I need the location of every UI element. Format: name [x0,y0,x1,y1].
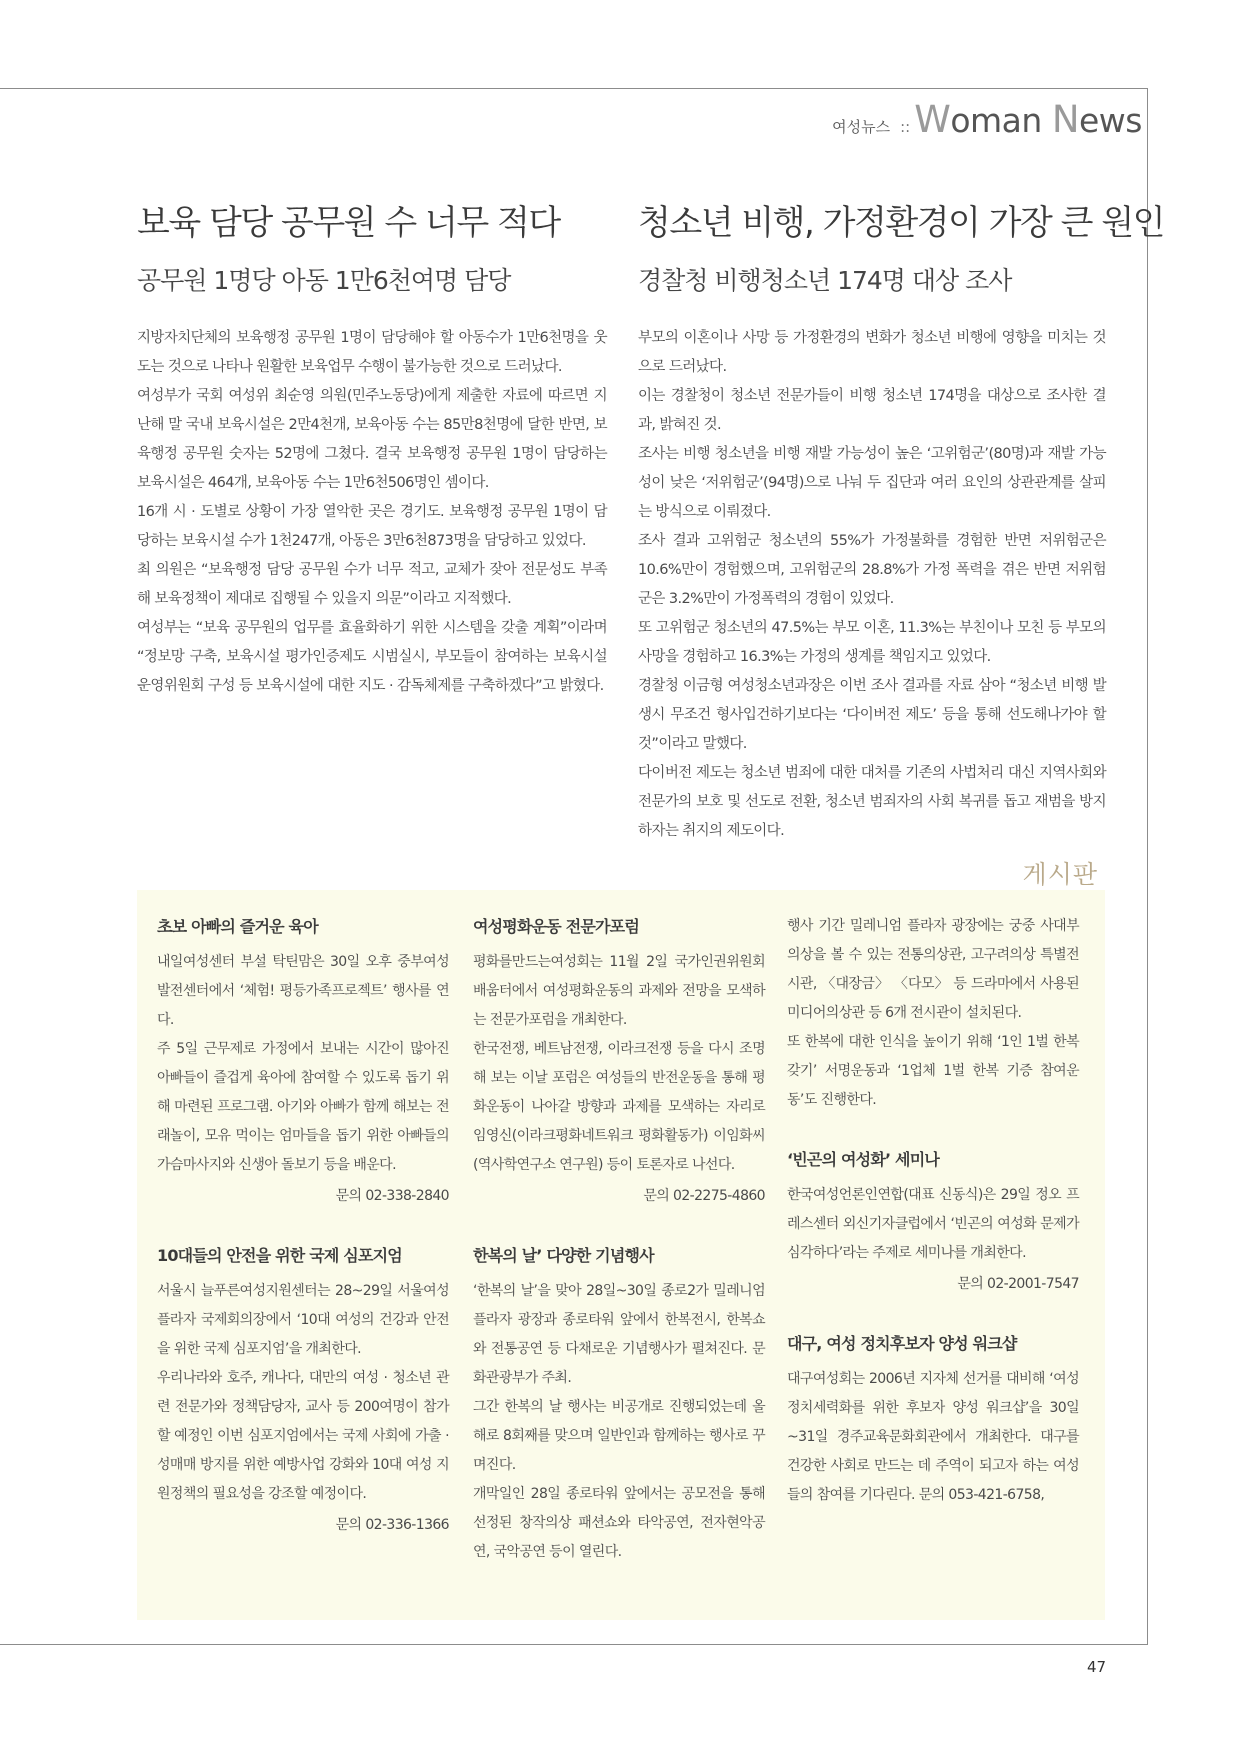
board-item [157,1241,449,1540]
board-item-paragraph: 또 한복에 대한 인식을 높이기 위해 ‘1인 1벌 한복 갖기’ 서명운동과 ‘1업체 1벌 한복 기증 참여운동’도 진행한다. [787,1034,1079,1108]
board-item-title: 여성평화운동 전문가포럼 [473,917,639,936]
board-item-paragraph: 한국전쟁, 베트남전쟁, 이라크전쟁 등을 다시 조명해 보는 이날 포럼은 여성들의 반전운동을 통해 평화운동이 나아갈 방향과 과제를 모색하는 자리로 임영신(이라크평화네트워크 평화활동가) 이임화씨(역사학연구소 연구원) 등이 토론자로 나선다. [473,1041,765,1173]
board-item [473,1241,765,1567]
board-item-contact: 문의 02-2275-4860 [643,1188,765,1204]
board-item-paragraph: 그간 한복의 날 행사는 비공개로 진행되었는데 올해로 8회째를 맞으며 일반인과 함께하는 행사로 꾸며진다. [473,1399,765,1473]
board-item [473,912,765,1211]
board-item-body [473,1277,765,1567]
board-item-paragraph: 주 5일 근무제로 가정에서 보내는 시간이 많아진 아빠들이 즐겁게 육아에 참여할 수 있도록 돕기 위해 마련된 프로그램. 아기와 아빠가 함께 해보는 전래놀이, 모유 먹이는 엄마들을 돕기 위한 아빠들의 가슴마사지와 신생아 돌보기 등을 배운다. [157,1041,449,1173]
board-item-paragraph: 행사 기간 밀레니엄 플라자 광장에는 궁중 사대부 의상을 볼 수 있는 전통의상관, 고구려의상 특별전시관, 〈대장금〉 〈다모〉 등 드라마에서 사용된 미디어의상관 등 6개 전시관이 설치된다. [787,918,1079,1021]
board-item-contact: 문의 02-338-2840 [335,1188,449,1204]
article-title: 청소년 비행, 가정환경이 가장 큰 원인 [638,203,1165,243]
article-body [137,324,607,701]
board-item-continued [787,912,1079,1115]
board-item-paragraph: 우리나라와 호주, 캐나다, 대만의 여성 · 청소년 관련 전문가와 정책담당자, 교사 등 200여명이 참가할 예정인 이번 심포지엄에서는 국제 사회에 가출 · 성매매 방지를 위한 예방사업 강화와 10대 여성 지원정책의 필요성을 강조할 예정이다. [157,1370,449,1502]
article-paragraph: 지방자치단체의 보육행정 공무원 1명이 담당해야 할 아동수가 1만6천명을 웃도는 것으로 나타나 원활한 보육업무 수행이 불가능한 것으로 드러났다. [137,330,607,375]
article-childcare [137,200,607,701]
article-paragraph: 최 의원은 “보육행정 담당 공무원 수가 너무 적고, 교체가 잦아 전문성도 부족해 보육정책이 제대로 집행될 수 있을지 의문”이라고 지적했다. [137,562,607,607]
board-item-title: 한복의 날’ 다양한 기념행사 [473,1246,654,1265]
board-item-title: ‘빈곤의 여성화’ 세미나 [787,1150,940,1169]
article-paragraph: 조사는 비행 청소년을 비행 재발 가능성이 높은 ‘고위험군’(80명)과 재발 가능성이 낮은 ‘저위험군’(94명)으로 나눠 두 집단과 여러 요인의 상관관계를 살피는 방식으로 이뤄졌다. [638,446,1106,520]
board-item-body [157,948,449,1180]
board-item-paragraph: 한국여성언론인연합(대표 신동식)은 29일 정오 프레스센터 외신기자클럽에서 ‘빈곤의 여성화 문제가 심각하다’라는 주제로 세미나를 개최한다. [787,1187,1079,1261]
article-title: 보육 담당 공무원 수 너무 적다 [137,203,560,243]
board-item-body [157,1277,449,1509]
board-item-body [787,1365,1079,1510]
board-item-title: 초보 아빠의 즐거운 육아 [157,917,318,936]
board-item [157,912,449,1211]
board-item-paragraph: 평화를만드는여성회는 11월 2일 국가인권위원회 배움터에서 여성평화운동의 과제와 전망을 모색하는 전문가포럼을 개최한다. [473,954,765,1028]
board-item-paragraph: 서울시 늘푸른여성지원센터는 28~29일 서울여성플라자 국제회의장에서 ‘10대 여성의 건강과 안전을 위한 국제 심포지엄’을 개최한다. [157,1283,449,1357]
article-paragraph: 여성부는 “보육 공무원의 업무를 효율화하기 위한 시스템을 갖출 계획”이라며 “정보망 구축, 보육시설 평가인증제도 시범실시, 부모들이 참여하는 보육시설운영위원회 구성 등 보육시설에 대한 지도 · 감독체제를 구축하겠다”고 밝혔다. [137,620,607,694]
board-column-1 [157,912,449,1570]
bulletin-board-label: 게시판 [1022,860,1098,889]
article-paragraph: 경찰청 이금형 여성청소년과장은 이번 조사 결과를 자료 삼아 “청소년 비행 발생시 무조건 형사입건하기보다는 ‘다이버전 제도’ 등을 통해 선도해나가야 할 것”이라고 말했다. [638,678,1106,752]
board-item [787,1329,1079,1510]
section-separator: :: [900,118,911,136]
page-number: 47 [1087,1658,1107,1676]
board-item-contact: 문의 02-336-1366 [335,1517,449,1533]
board-item-paragraph: 대구여성회는 2006년 지자체 선거를 대비해 ‘여성정치세력화를 위한 후보자 양성 워크샵’을 30일~31일 경주교육문화회관에서 개최한다. 대구를 건강한 사회로 만드는 데 주역이 되고자 하는 여성들의 참여를 기다린다. 문의 053-421-6758, [787,1371,1079,1503]
article-paragraph: 부모의 이혼이나 사망 등 가정환경의 변화가 청소년 비행에 영향을 미치는 것으로 드러났다. [638,330,1106,375]
bulletin-board [137,890,1105,1620]
board-item-title: 10대들의 안전을 위한 국제 심포지엄 [157,1246,402,1265]
section-label-korean: 여성뉴스 [832,118,891,136]
section-header [832,98,1142,142]
article-paragraph: 여성부가 국회 여성위 최순영 의원(민주노동당)에게 제출한 자료에 따르면 지난해 말 국내 보육시설은 2만4천개, 보육아동 수는 85만8천명에 달한 반면, 보육행정 공무원 숫자는 52명에 그쳤다. 결국 보육행정 공무원 1명이 담당하는 보육시설은 464개, 보육아동 수는 1만6천506명인 셈이다. [137,388,607,491]
board-item-body [473,948,765,1180]
board-column-3 [787,912,1079,1540]
article-paragraph: 다이버전 제도는 청소년 범죄에 대한 대처를 기존의 사법처리 대신 지역사회와 전문가의 보호 및 선도로 전환, 청소년 범죄자의 사회 복귀를 돕고 재범을 방지하자는 취지의 제도이다. [638,765,1106,839]
article-body [638,324,1106,846]
article-paragraph: 16개 시 · 도별로 상황이 가장 열악한 곳은 경기도. 보육행정 공무원 1명이 담당하는 보육시설 수가 1천247개, 아동은 3만6천873명을 담당하고 있었다. [137,504,607,549]
article-paragraph: 이는 경찰청이 청소년 전문가들이 비행 청소년 174명을 대상으로 조사한 결과, 밝혀진 것. [638,388,1106,433]
board-item-title: 대구, 여성 정치후보자 양성 워크샵 [787,1334,1017,1353]
article-subtitle: 경찰청 비행청소년 174명 대상 조사 [638,266,1012,295]
board-item-paragraph: 개막일인 28일 종로타워 앞에서는 공모전을 통해 선정된 창작의상 패션쇼와 타악공연, 전자현악공연, 국악공연 등이 열린다. [473,1486,765,1560]
board-column-2 [473,912,765,1597]
article-paragraph: 조사 결과 고위험군 청소년의 55%가 가정불화를 경험한 반면 저위험군은 10.6%만이 경험했으며, 고위험군의 28.8%가 가정 폭력을 겪은 반면 저위험군은 3.2%만이 가정폭력의 경험이 있었다. [638,533,1106,607]
article-subtitle: 공무원 1명당 아동 1만6천여명 담당 [137,266,511,295]
board-item-paragraph: 내일여성센터 부설 탁틴맘은 30일 오후 중부여성발전센터에서 ‘체험! 평등가족프로젝트’ 행사를 연다. [157,954,449,1028]
board-item-paragraph: ‘한복의 날’을 맞아 28일~30일 종로2가 밀레니엄 플라자 광장과 종로타워 앞에서 한복전시, 한복쇼와 전통공연 등 다채로운 기념행사가 펼쳐진다. 문화관광부가 주최. [473,1283,765,1386]
board-item-body [787,1181,1079,1268]
section-label-english: Woman News [914,98,1142,141]
board-item [787,1145,1079,1299]
board-item-body [787,912,1079,1115]
article-youth-delinquency [638,200,1165,846]
board-item-contact: 문의 02-2001-7547 [957,1276,1079,1292]
article-paragraph: 또 고위험군 청소년의 47.5%는 부모 이혼, 11.3%는 부친이나 모친 등 부모의 사망을 경험하고 16.3%는 가정의 생계를 책임지고 있었다. [638,620,1106,665]
